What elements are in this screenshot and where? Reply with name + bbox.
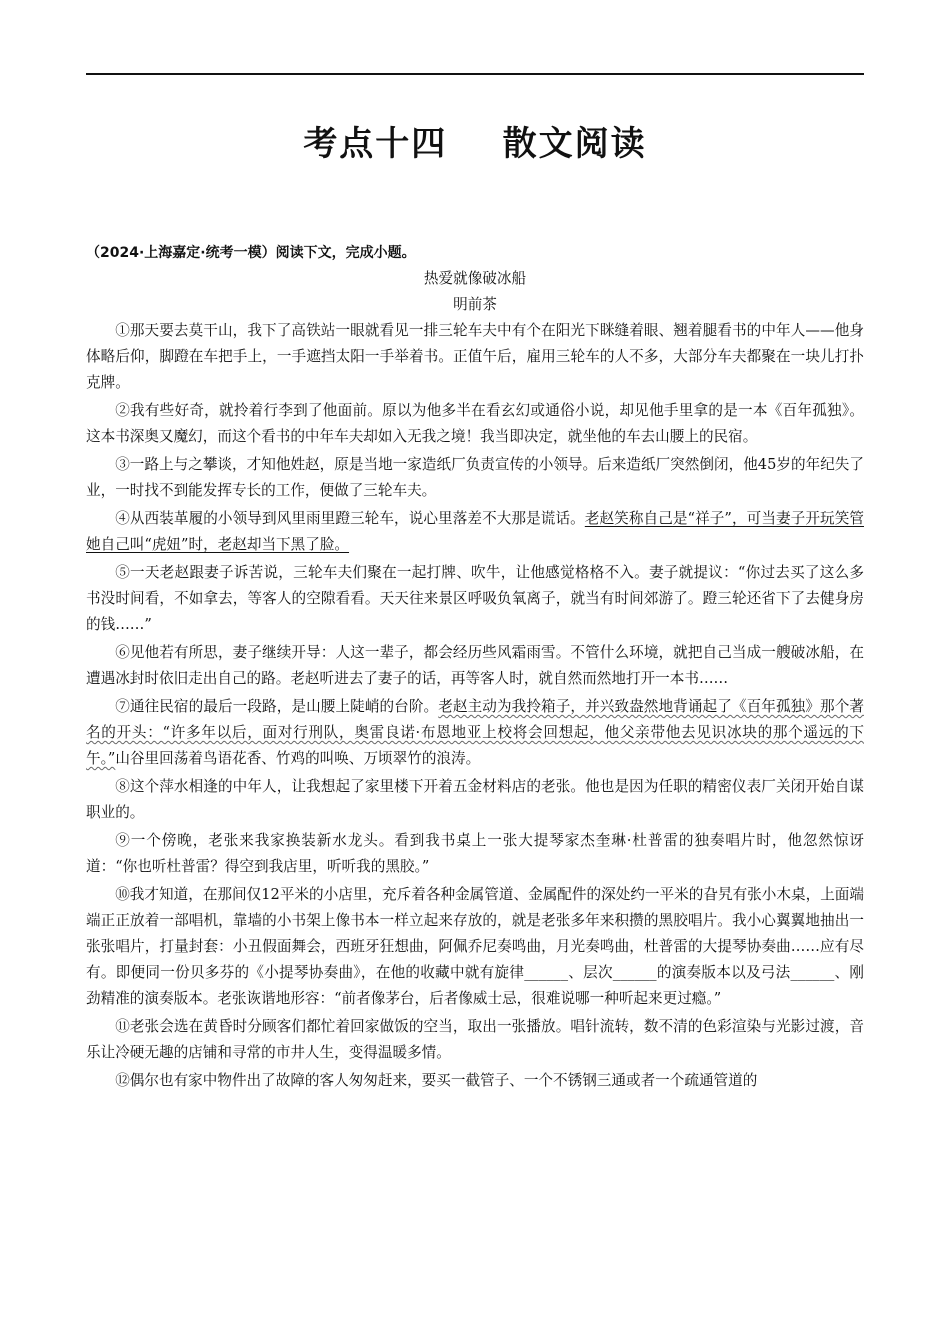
paragraph-7-text-start: ⑦通往民宿的最后一段路，是山腰上陡峭的台阶。 [115,698,439,715]
header-rule [86,73,864,75]
question-source: （2024·上海嘉定·统考一模）阅读下文，完成小题。 [86,245,416,261]
paragraph-4-text: ④从西装革履的小领导到风里雨里蹬三轮车，说心里落差不大那是谎话。 [115,510,585,527]
paragraph-9: ⑨一个傍晚，老张来我家换装新水龙头。看到我书桌上一张大提琴家杰奎琳·杜普雷的独奏唱片时，他忽然惊讶道：“你也听杜普雷？得空到我店里，听听我的黑胶。” [86,832,864,875]
article-title: 热爱就像破冰船 [423,270,527,287]
page-title: 考点十四 散文阅读 [303,124,647,164]
paragraph-2: ②我有些好奇，就拎着行李到了他面前。原以为他多半在看玄幻或通俗小说，却见他手里拿的是一本《百年孤独》。这本书深奥又魔幻，而这个看书的中年车夫却如入无我之境！我当即决定，就坐他的车去山腰上的民宿。 [86,402,864,445]
paragraph-11: ⑪老张会选在黄昏时分顾客们都忙着回家做饭的空当，取出一张播放。唱针流转，数不清的色彩渲染与光影过渡，音乐让冷硬无趣的店铺和寻常的市井人生，变得温暖多情。 [86,1018,864,1061]
paragraph-10: ⑩我才知道，在那间仅12平米的小店里，充斥着各种金属管道、金属配件的深处约一平米的旮旯有张小木桌，上面端端正正放着一部唱机，靠墙的小书架上像书本一样立起来存放的，就是老张多年来积攒的黑胶唱片。我小心翼翼地抽出一张张唱片，打量封套：小丑假面舞会，西班牙狂想曲，阿佩乔尼奏鸣曲，月光奏鸣曲，杜普雷的大提琴协奏曲……应有尽有。即便同一份贝多芬的《小提琴协奏曲》，在他的收藏中就有旋律______、层次______的演奏版本以及弓法______、刚劲精准的演奏版本。老张诙谐地形容：“前者像茅台，后者像威士忌，很难说哪一种听起来更过瘾。” [86,886,864,1007]
paragraph-7 [86,694,864,772]
paragraph-7-wavy-underlined-sentence: 老赵主动为我拎箱子，并兴致盎然地背诵起了《百年孤独》那个著名的开头：“许多年以后，面对行刑队，奥雷良诺·布恩地亚上校将会回想起，他父亲带他去见识冰块的那个遥远的下午。” [86,698,864,767]
paragraph-4 [86,506,864,558]
paragraph-4-underlined-sentence: 老赵笑称自己是“祥子”，可当妻子开玩笑管她自己叫“虎妞”时，老赵却当下黑了脸。 [86,510,864,553]
paragraph-6: ⑥见他若有所思，妻子继续开导：人这一辈子，都会经历些风霜雨雪。不管什么环境，就把自己当成一艘破冰船，在遭遇冰封时依旧走出自己的路。老赵听进去了妻子的话，再等客人时，就自然而然地打开一本书…… [86,644,864,687]
paragraph-3: ③一路上与之攀谈，才知他姓赵，原是当地一家造纸厂负责宣传的小领导。后来造纸厂突然倒闭，他45岁的年纪失了业，一时找不到能发挥专长的工作，便做了三轮车夫。 [86,456,864,499]
paragraph-12: ⑫偶尔也有家中物件出了故障的客人匆匆赶来，要买一截管子、一个不锈钢三通或者一个疏通管道的 [115,1072,758,1089]
article-author: 明前茶 [453,296,497,313]
paragraph-1: ①那天要去莫干山，我下了高铁站一眼就看见一排三轮车夫中有个在阳光下眯缝着眼、翘着腿看书的中年人——他身体略后仰，脚蹬在车把手上，一手遮挡太阳一手举着书。正值午后，雇用三轮车的人不多，大部分车夫都聚在一块儿打扑克牌。 [86,322,864,391]
article-body [86,240,864,1096]
paragraph-5: ⑤一天老赵跟妻子诉苦说，三轮车夫们聚在一起打牌、吹牛，让他感觉格格不入。妻子就提议：“你过去买了这么多书没时间看，不如拿去，等客人的空隙看看。天天往来景区呼吸负氧离子，就当有时间郊游了。蹬三轮还省下了去健身房的钱……” [86,564,864,633]
paragraph-8: ⑧这个萍水相逢的中年人，让我想起了家里楼下开着五金材料店的老张。他也是因为任职的精密仪表厂关闭开始自谋职业的。 [86,778,864,821]
paragraph-7-text-end: 山谷里回荡着鸟语花香、竹鸡的叫唤、万顷翠竹的浪涛。 [115,750,481,767]
